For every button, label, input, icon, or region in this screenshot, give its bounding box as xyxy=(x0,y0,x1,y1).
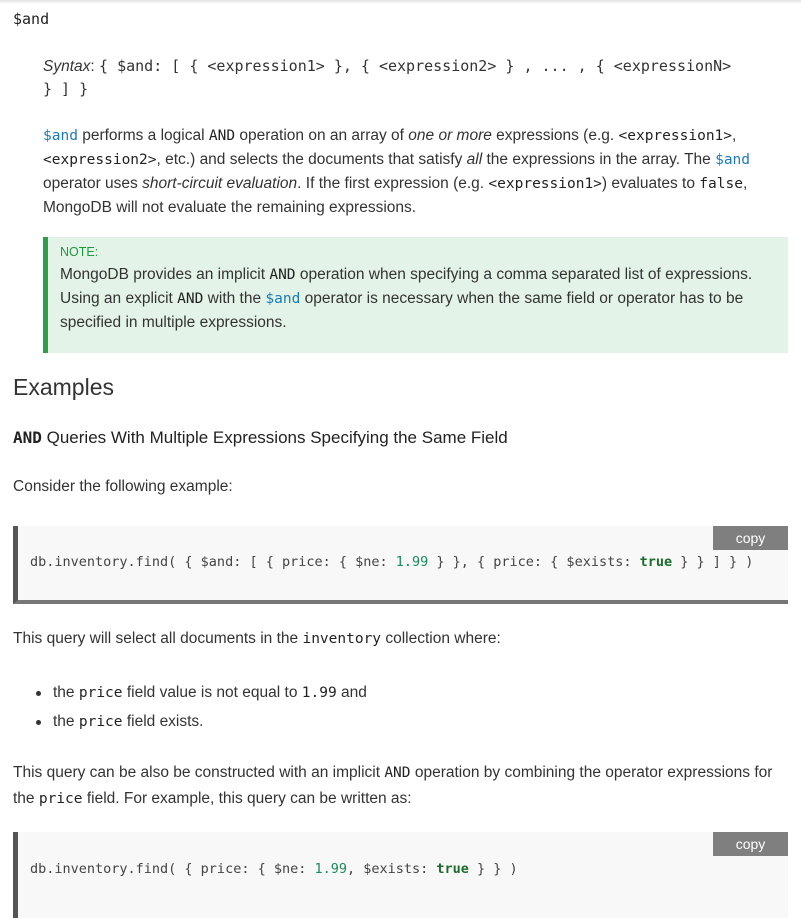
and-operator-link[interactable]: $and xyxy=(43,128,78,144)
bullet-icon xyxy=(36,720,41,725)
copy-button[interactable]: copy xyxy=(713,526,788,550)
and-operator-link[interactable]: $and xyxy=(715,152,751,168)
syntax-code-line2: } ] } xyxy=(43,80,89,98)
operator-signature: $and xyxy=(13,10,50,28)
condition-list xyxy=(30,682,367,740)
bullet-icon xyxy=(36,691,41,696)
query-description: This query will select all documents in the inventory collection where: xyxy=(13,630,501,647)
syntax-block: Syntax: { $and: [ { <expression1> }, { <expression2> } , ... , { <expressionN> } ] } xyxy=(43,57,732,98)
list-item: the price field exists. xyxy=(30,711,367,740)
top-shadow xyxy=(0,0,801,4)
description-paragraph: $and performs a logical AND operation on an array of one or more expressions (e.g. <expression1>, <expression2>, etc.) and selects the documents that satisfy all the expressions in the array. The $and operator uses short-circuit evaluation. If the first expression (e.g. <expression1>) evaluates to false, MongoDB will not evaluate the remaining expressions. xyxy=(43,127,751,216)
example-subheading: AND Queries With Multiple Expressions Specifying the Same Field xyxy=(13,428,508,447)
list-item: the price field value is not equal to 1.99 and xyxy=(30,682,367,711)
syntax-label: Syntax xyxy=(43,58,91,75)
code-line: db.inventory.find( { $and: [ { price: { $ne: 1.99 } }, { price: { $exists: true } } ] } ) xyxy=(30,554,754,570)
copy-button[interactable]: copy xyxy=(713,832,788,856)
code-line: db.inventory.find( { price: { $ne: 1.99, $exists: true } } ) xyxy=(30,861,518,877)
code-block-1 xyxy=(13,526,788,604)
code-block-2 xyxy=(13,832,788,918)
note-body: MongoDB provides an implicit AND operation when specifying a comma separated list of expressions. Using an explicit AND with the $and operator is necessary when the same field or operator has to be specified in multiple expressions. xyxy=(60,266,753,331)
examples-heading: Examples xyxy=(13,374,114,400)
implicit-description: This query can be also be constructed with an implicit AND operation by combining the operator expressions for the price field. For example, this query can be written as: xyxy=(13,764,773,807)
consider-text: Consider the following example: xyxy=(13,478,233,495)
syntax-code-line1: { $and: [ { <expression1> }, { <expression2> } , ... , { <expressionN> xyxy=(99,57,732,75)
note-title: NOTE: xyxy=(60,245,99,259)
note-callout xyxy=(43,237,788,353)
and-operator-link[interactable]: $and xyxy=(265,291,301,307)
